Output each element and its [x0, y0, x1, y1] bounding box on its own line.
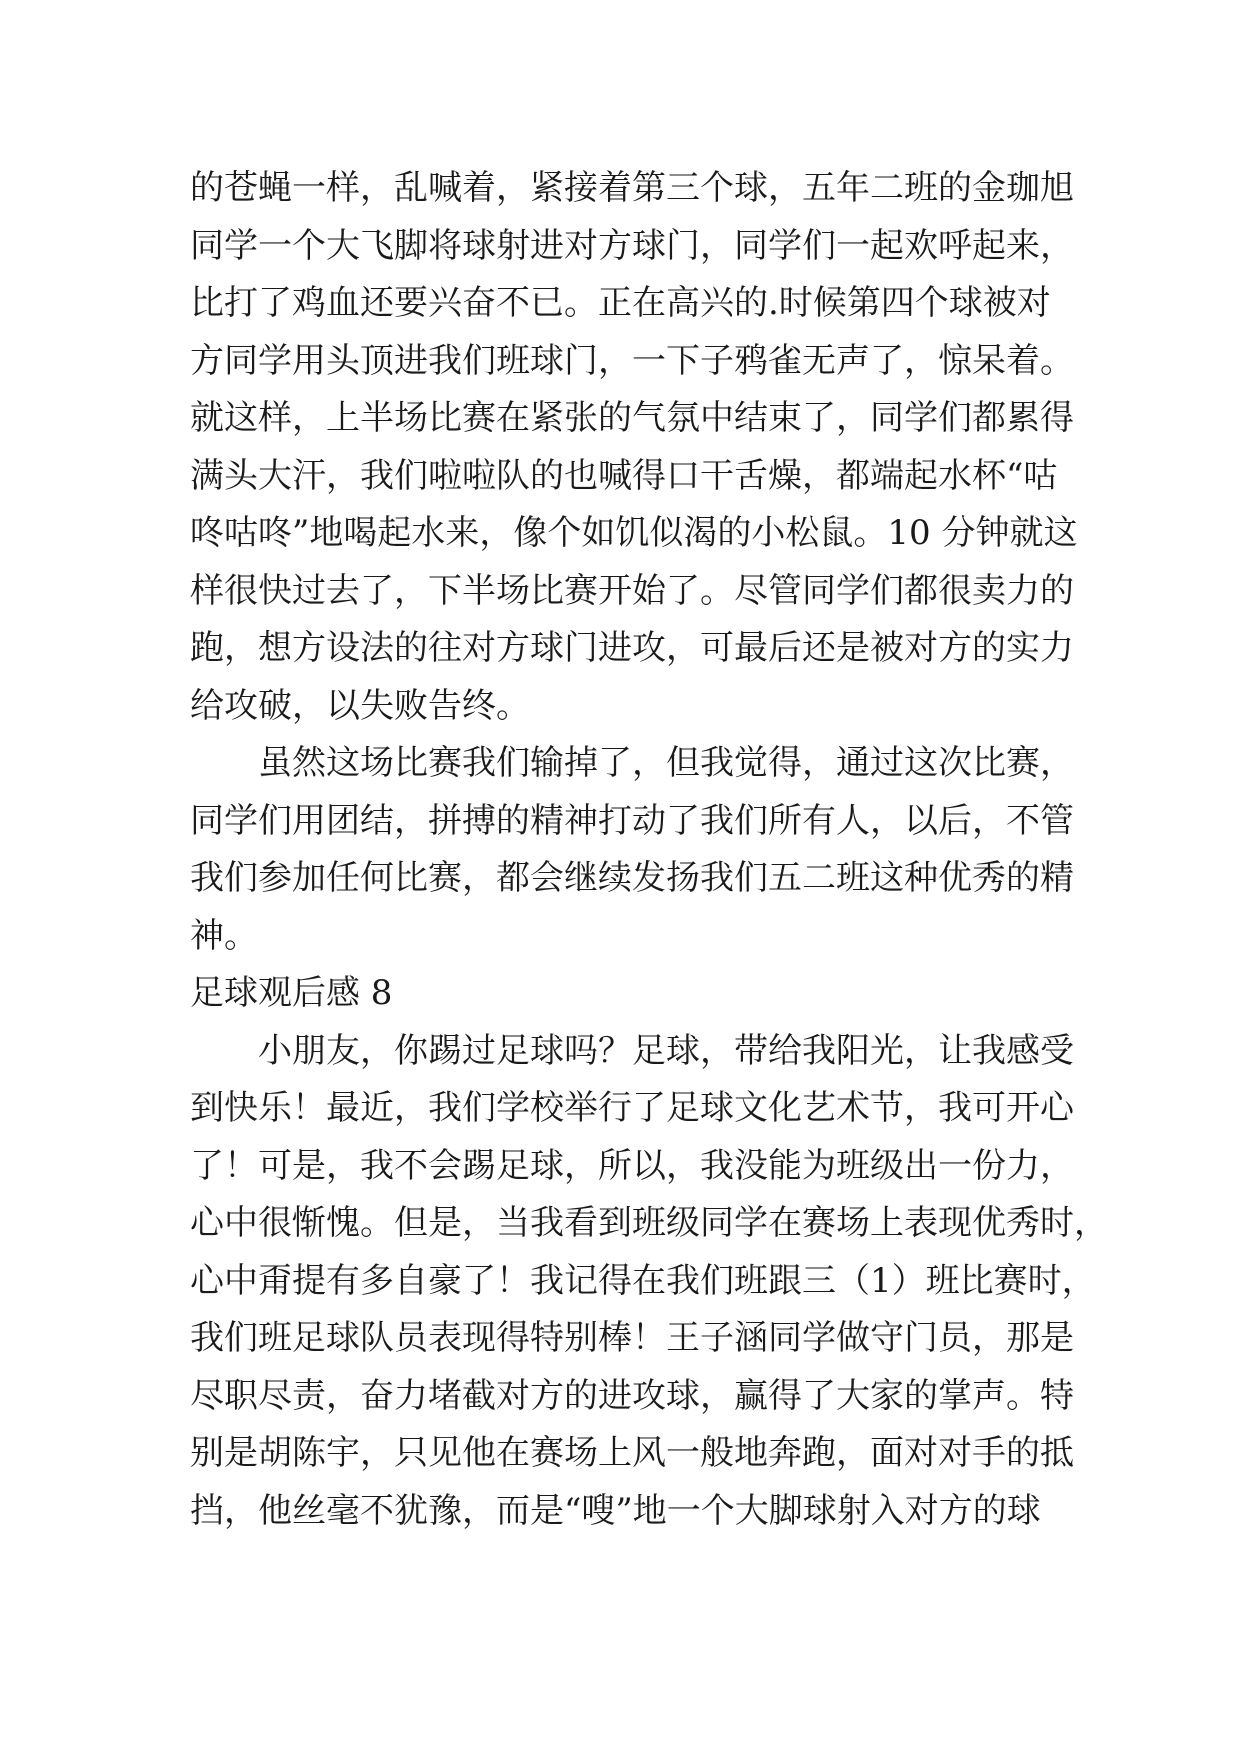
- text-line: 了！可是，我不会踢足球，所以，我没能为班级出一份力，: [190, 1145, 1074, 1186]
- text-line: 跑，想方设法的往对方球门进攻，可最后还是被对方的实力: [190, 628, 1074, 668]
- text-line: 虽然这场比赛我们输掉了，但我觉得，通过这次比赛，: [258, 743, 1074, 783]
- text-line: 咚咕咚”地喝起水来，像个如饥似渴的小松鼠。10 分钟就这: [190, 513, 1078, 553]
- text-line: 样很快过去了，下半场比赛开始了。尽管同学们都很卖力的: [190, 570, 1074, 611]
- text-line: 给攻破，以失败告终。: [190, 685, 530, 726]
- text-line: 同学们用团结，拼搏的精神打动了我们所有人，以后，不管: [190, 800, 1074, 841]
- text-line: 同学一个大飞脚将球射进对方球门，同学们一起欢呼起来，: [190, 225, 1074, 266]
- document-body: [190, 160, 1108, 1540]
- text-line: 别是胡陈宇，只见他在赛场上风一般地奔跑，面对对手的抵: [190, 1433, 1074, 1473]
- text-line: 就这样，上半场比赛在紧张的气氛中结束了，同学们都累得: [190, 398, 1074, 438]
- text-line: 到快乐！最近，我们学校举行了足球文化艺术节，我可开心: [190, 1088, 1074, 1128]
- closing-paragraph: [190, 735, 1074, 965]
- text-line: 我们班足球队员表现得特别棒！王子涵同学做守门员，那是: [190, 1318, 1074, 1358]
- text-line: 尽职尽责，奋力堵截对方的进攻球，赢得了大家的掌声。特: [190, 1375, 1074, 1416]
- text-line: 方同学用头顶进我们班球门，一下子鸦雀无声了，惊呆着。: [190, 340, 1074, 381]
- text-line: 心中甭提有多自豪了！我记得在我们班跟三（1）班比赛时，: [190, 1260, 1096, 1301]
- text-line: 的苍蝇一样，乱喊着，紧接着第三个球，五年二班的金珈旭: [190, 168, 1074, 208]
- text-line: 我们参加任何比赛，都会继续发扬我们五二班这种优秀的精: [190, 858, 1074, 898]
- text-line: 挡，他丝毫不犹豫，而是“嗖”地一个大脚球射入对方的球: [190, 1490, 1041, 1531]
- continuation-paragraph: [190, 160, 1078, 735]
- text-line: 心中很惭愧。但是，当我看到班级同学在赛场上表现优秀时，: [190, 1203, 1108, 1243]
- text-line: 小朋友，你踢过足球吗？足球，带给我阳光，让我感受: [258, 1030, 1074, 1071]
- section-paragraph: [190, 1023, 1108, 1541]
- text-line: 神。: [190, 915, 258, 956]
- text-line: 满头大汗，我们啦啦队的也喊得口干舌燥，都端起水杯“咕: [190, 455, 1058, 496]
- text-line: 比打了鸡血还要兴奋不已。正在高兴的.时候第四个球被对: [190, 283, 1051, 323]
- section-heading: 足球观后感 8: [190, 973, 393, 1013]
